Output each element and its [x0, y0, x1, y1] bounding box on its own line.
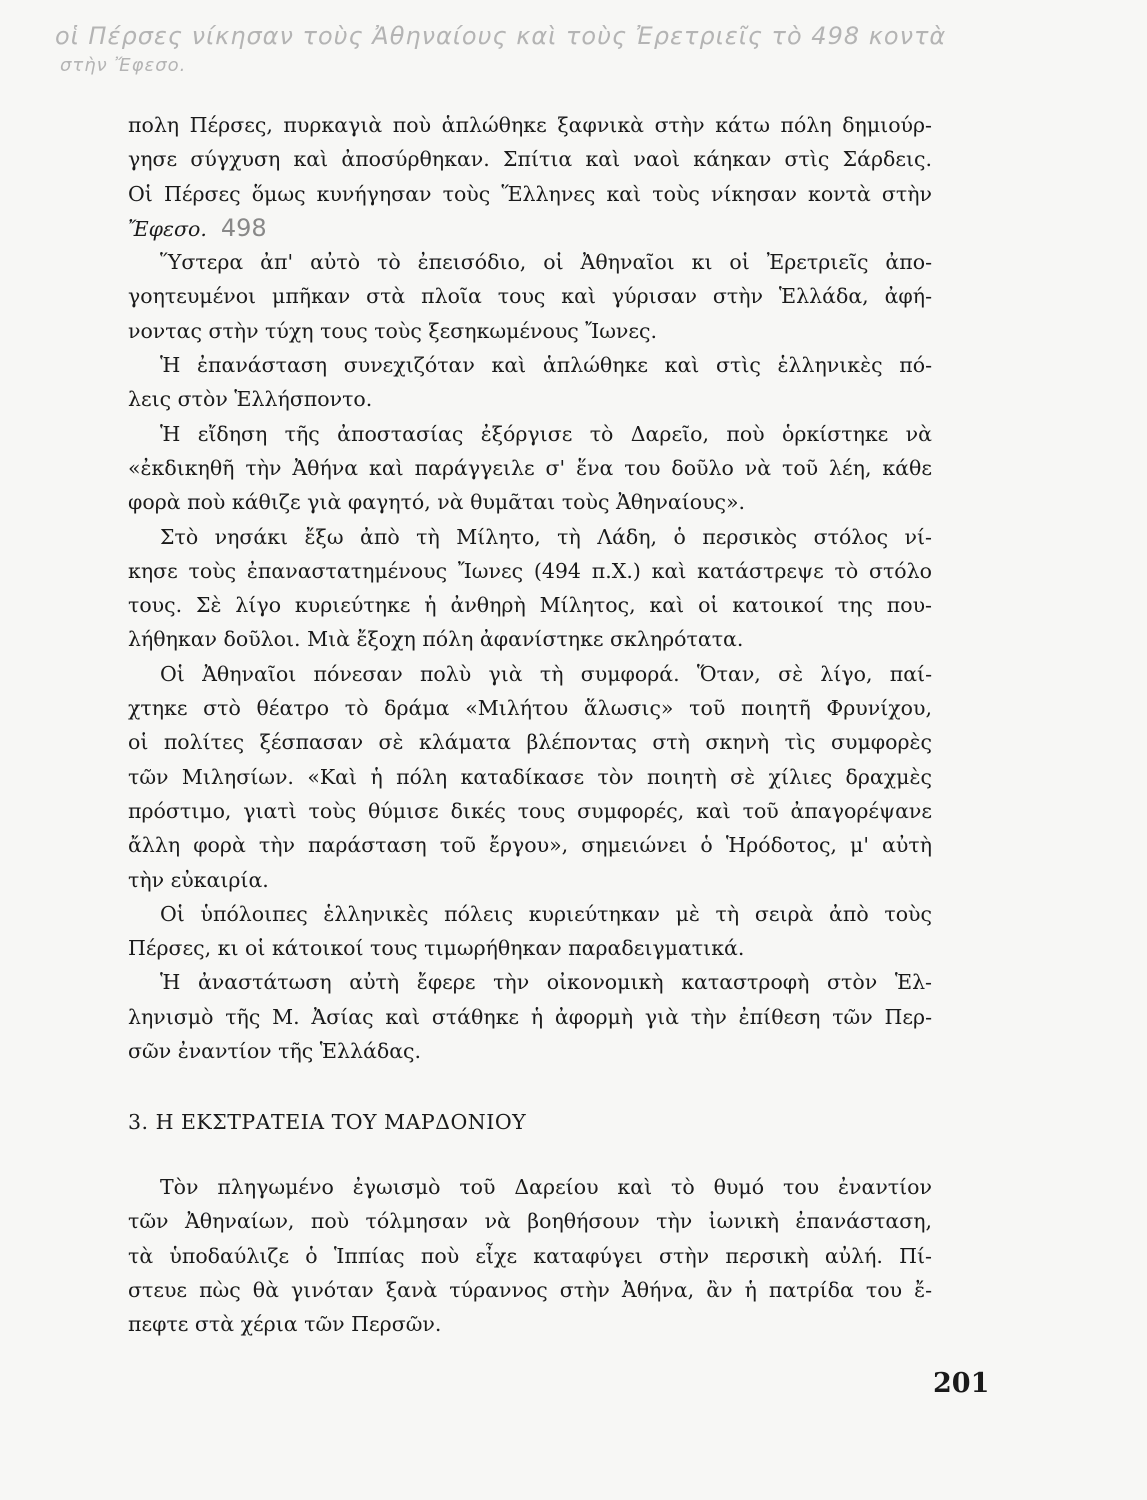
text-line: λεις στὸν Ἑλλήσποντο.	[128, 387, 373, 412]
text-line: πεφτε στὰ χέρια τῶν Περσῶν.	[128, 1312, 442, 1337]
text-line: Οἱ Πέρσες ὅμως κυνήγησαν τοὺς Ἕλληνες καὶ τοὺς νίκησαν κοντὰ στὴν	[128, 181, 932, 206]
text-line: νοντας στὴν τύχη τους τοὺς ξεσηκωμένους Ἴωνες.	[128, 318, 657, 343]
text-line: γησε σύγχυση καὶ ἀποσύρθηκαν. Σπίτια καὶ ναοὶ κάηκαν στὶς Σάρδεις.	[128, 147, 932, 172]
text-line: Οἱ ὑπόλοιπες ἑλληνικὲς πόλεις κυριεύτηκαν μὲ τὴ σειρὰ ἀπὸ τοὺς	[160, 901, 932, 926]
text-line: στευε πὼς θὰ γινόταν ξανὰ τύραννος στὴν Ἀθήνα, ἂν ἡ πατρίδα του ἔ-	[128, 1277, 932, 1302]
text-line-content: Ἔφεσο.	[128, 216, 207, 241]
text-line: τους. Σὲ λίγο κυριεύτηκε ἡ ἀνθηρὴ Μίλητος, καὶ οἱ κατοικοί της που-	[128, 593, 932, 618]
text-line: Οἱ Ἀθηναῖοι πόνεσαν πολὺ γιὰ τὴ συμφορά. Ὅταν, σὲ λίγο, παί-	[160, 661, 932, 686]
handwritten-margin-note: 498	[220, 213, 267, 242]
text-line: σῶν ἐναντίον τῆς Ἑλλάδας.	[128, 1039, 422, 1064]
text-line	[128, 211, 932, 245]
text-line: χτηκε στὸ θέατρο τὸ δράμα «Μιλήτου ἅλωσις» τοῦ ποιητῆ Φρυνίχου,	[128, 696, 932, 721]
text-line: Ὕστερα ἀπ' αὐτὸ τὸ ἐπεισόδιο, οἱ Ἀθηναῖοι κι οἱ Ἐρετριεῖς ἀπο-	[160, 250, 932, 275]
text-line: τὰ ὑποδαύλιζε ὁ Ἱππίας ποὺ εἶχε καταφύγει στὴν περσικὴ αὐλή. Πί-	[128, 1243, 932, 1268]
text-line: ληνισμὸ τῆς Μ. Ἀσίας καὶ στάθηκε ἡ ἀφορμὴ γιὰ τὴν ἐπίθεση τῶν Περ-	[128, 1004, 932, 1029]
text-line: Ἡ ἀναστάτωση αὐτὴ ἔφερε τὴν οἰκονομικὴ καταστροφὴ στὸν Ἑλ-	[160, 970, 932, 995]
text-line: κησε τοὺς ἐπαναστατημένους Ἴωνες (494 π.Χ.) καὶ κατάστρεψε τὸ στόλο	[128, 558, 932, 583]
text-line: φορὰ ποὺ κάθιζε γιὰ φαγητό, νὰ θυμᾶται τοὺς Ἀθηναίους».	[128, 490, 746, 515]
section-heading: 3. Η ΕΚΣΤΡΑΤΕΙΑ ΤΟΥ ΜΑΡΔΟΝΙΟΥ	[128, 1110, 527, 1134]
text-line: τῶν Μιλησίων. «Καὶ ἡ πόλη καταδίκασε τὸν ποιητὴ σὲ χίλιες δραχμὲς	[128, 764, 932, 789]
page-number: 201	[933, 1368, 990, 1399]
text-line: πρόστιμο, γιατὶ τοὺς θύμισε δικές τους συμφορές, καὶ τοῦ ἀπαγορέψανε	[128, 798, 932, 823]
text-line: Ἡ εἴδηση τῆς ἀποστασίας ἐξόργισε τὸ Δαρεῖο, ποὺ ὁρκίστηκε νὰ	[160, 421, 932, 446]
text-line: τὴν εὐκαιρία.	[128, 867, 269, 892]
text-line: Ἡ ἐπανάσταση συνεχιζόταν καὶ ἁπλώθηκε καὶ στὶς ἑλληνικὲς πό-	[160, 353, 932, 378]
text-line: Στὸ νησάκι ἔξω ἀπὸ τὴ Μίλητο, τὴ Λάδη, ὁ περσικὸς στόλος νί-	[160, 524, 932, 549]
handwritten-annotation: οἱ Πέρσες νίκησαν τοὺς Ἀθηναίους καὶ τοὺς Ἐρετριεῖς τὸ 498 κοντὰ	[55, 22, 947, 50]
text-line: τῶν Ἀθηναίων, ποὺ τόλμησαν νὰ βοηθήσουν τὴν ἰωνικὴ ἐπανάσταση,	[128, 1209, 932, 1234]
text-line: γοητευμένοι μπῆκαν στὰ πλοῖα τους καὶ γύρισαν στὴν Ἑλλάδα, ἀφή-	[128, 284, 932, 309]
text-line: οἱ πολίτες ξέσπασαν σὲ κλάματα βλέποντας στὴ σκηνὴ τὶς συμφορὲς	[128, 730, 932, 755]
text-line: Τὸν πληγωμένο ἐγωισμὸ τοῦ Δαρείου καὶ τὸ θυμό του ἐναντίον	[160, 1175, 932, 1199]
text-line: Πέρσες, κι οἱ κάτοικοί τους τιμωρήθηκαν παραδειγματικά.	[128, 936, 745, 961]
text-line: πολη Πέρσες, πυρκαγιὰ ποὺ ἁπλώθηκε ξαφνικὰ στὴν κάτω πόλη δημιούρ-	[128, 113, 932, 137]
body-text	[128, 108, 932, 1068]
text-line: ἄλλη φορὰ τὴν παράσταση τοῦ ἔργου», σημειώνει ὁ Ἡρόδοτος, μ' αὐτὴ	[128, 833, 932, 858]
section-text	[128, 1170, 932, 1341]
handwritten-annotation: στὴν Ἔφεσο.	[60, 55, 187, 76]
text-line: «ἐκδικηθῆ τὴν Ἀθήνα καὶ παράγγειλε σ' ἕνα του δοῦλο νὰ τοῦ λέη, κάθε	[128, 455, 932, 480]
text-line: λήθηκαν δοῦλοι. Μιὰ ἔξοχη πόλη ἀφανίστηκε σκληρότατα.	[128, 627, 744, 652]
